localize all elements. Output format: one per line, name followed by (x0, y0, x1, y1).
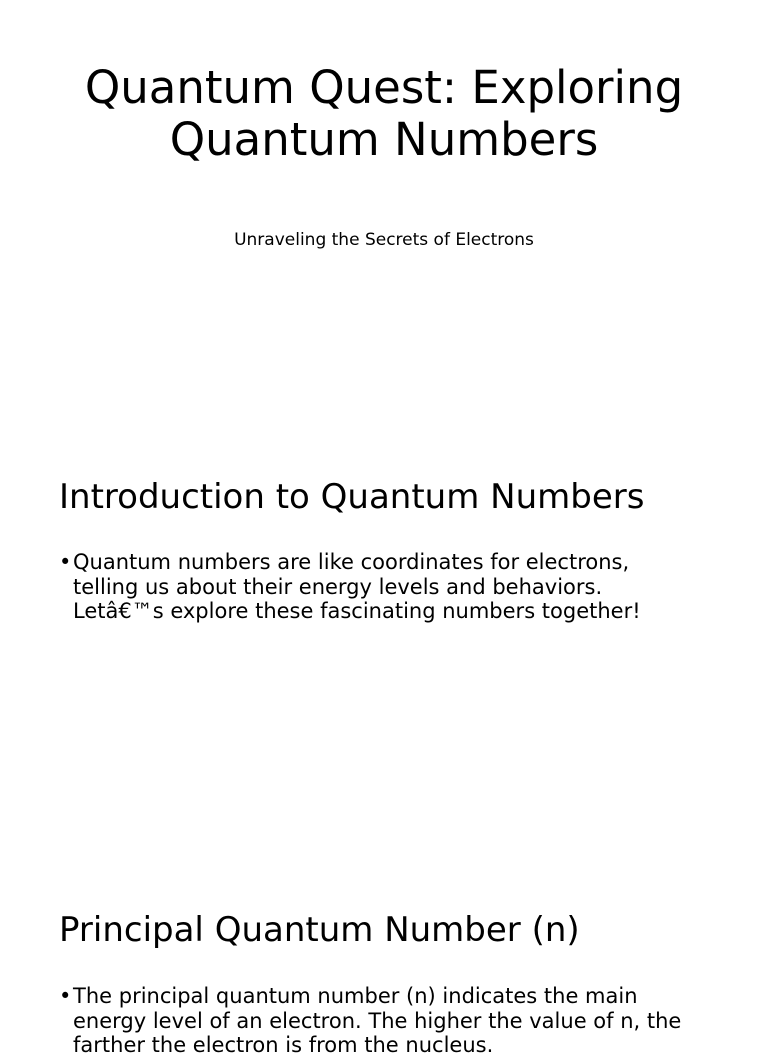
slide-title: Quantum Quest: Exploring Quantum Numbers (84, 61, 684, 166)
bullet-glyph: • (59, 550, 72, 574)
section-heading-introduction: Introduction to Quantum Numbers (59, 477, 645, 517)
bullet-text: Quantum numbers are like coordinates for electrons, telling us about their energy levels and behaviors. Letâ€™s explore these fascinating numbers together! (73, 550, 641, 623)
slide-subtitle: Unraveling the Secrets of Electrons (234, 230, 534, 250)
bullet-text: The principal quantum number (n) indicates the main energy level of an electron. The higher the value of n, the farther the electron is from the nucleus. (73, 984, 682, 1057)
bullet-item (59, 984, 699, 1058)
section-heading-principal-quantum-number: Principal Quantum Number (n) (59, 910, 580, 950)
bullet-item (59, 550, 699, 624)
bullet-glyph: • (59, 984, 72, 1008)
